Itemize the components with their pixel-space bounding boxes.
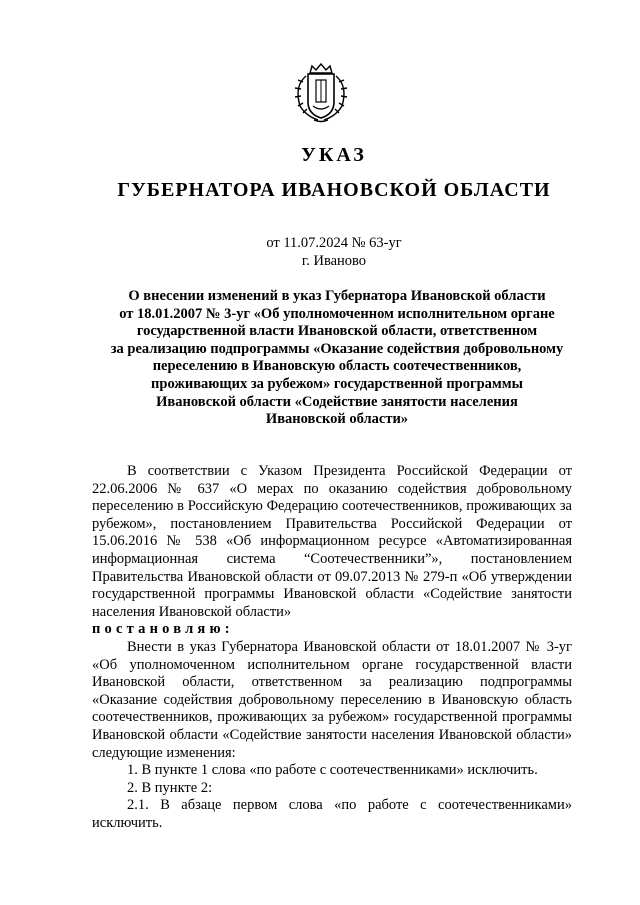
preamble-paragraph [92, 463, 572, 621]
issuing-authority-heading: ГУБЕРНАТОРА ИВАНОВСКОЙ ОБЛАСТИ [117, 179, 551, 201]
subject-line: Ивановской области» [265, 411, 409, 428]
date-and-number: от 11.07.2024 № 63-уг [266, 235, 402, 251]
list-item-2-1: 2.1. В абзаце первом слова «по работе с соотечественниками» исключить. [92, 797, 572, 831]
preamble-text: В соответствии с Указом Президента Российской Федерации от 22.06.2006 № 637 «О мерах по оказанию содействия добровольному переселению в Российскую Федерацию соотечественников, проживающих за рубежом», постановлением Правительства Российской Федерации от 15.06.2016 № 538 «Об информационном ресурсе «Автоматизированная информационная система “Соотечественники”», постановлением Правительства Ивановской области от 09.07.2013 № 279-п «Об утверждении государственной программы Ивановской области «Содействие занятости населения Ивановской области» [92, 463, 572, 620]
document-type-heading: УКАЗ [301, 144, 367, 166]
coat-of-arms-emblem [286, 62, 356, 124]
subject-line: Ивановской области «Содействие занятости населения [156, 393, 518, 410]
document-subject [92, 288, 582, 429]
subject-line: от 18.01.2007 № 3-уг «Об уполномоченном исполнительном органе [119, 305, 555, 322]
subject-line: за реализацию подпрограммы «Оказание содействия добровольному [110, 340, 564, 357]
list-item-1: 1. В пункте 1 слова «по работе с соотечественниками» исключить. [127, 762, 538, 779]
subject-line: О внесении изменений в указ Губернатора Ивановской области [128, 288, 546, 304]
city-name: г. Иваново [301, 253, 367, 269]
decree-word: постановляю: [92, 621, 234, 638]
list-item-2: 2. В пункте 2: [127, 779, 213, 796]
decree-line [92, 621, 572, 639]
subject-line: проживающих за рубежом» государственной программы [151, 375, 523, 392]
subject-line: государственной власти Ивановской области, ответственном [136, 323, 538, 340]
main-paragraph: Внести в указ Губернатора Ивановской области от 18.01.2007 № 3-уг «Об уполномоченном исполнительном органе государственной власти Ивановской области, ответственном за реализацию подпрограммы «Оказание содействия добровольному переселению в Ивановскую область соотечественников, проживающих за рубежом» государственной программы Ивановской области «Содействие занятости населения Ивановской области» следующие изменения: [92, 638, 572, 761]
document-body [92, 463, 572, 832]
subject-line: переселению в Ивановскую область соотечественников, [152, 358, 522, 375]
